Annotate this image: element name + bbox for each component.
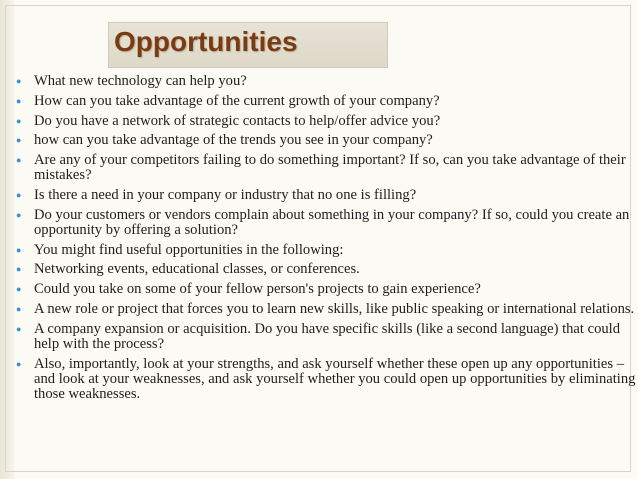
bullet-dot-icon: ●: [16, 358, 22, 369]
bullet-text: Could you take on some of your fellow person's projects to gain experience?: [34, 281, 481, 298]
bullet-item: [16, 302, 636, 317]
bullet-dot-icon: ●: [16, 323, 22, 334]
bullet-text: What new technology can help you?: [34, 73, 247, 89]
bullet-item: [16, 94, 636, 109]
bullet-text: A new role or project that forces you to learn new skills, like public speaking or international relations.: [34, 300, 635, 317]
bullet-dot-icon: ●: [16, 189, 22, 200]
bullet-text: Do your customers or vendors complain about something in your company? If so, could you create an opportunity by offering a solution?: [34, 206, 630, 238]
bullet-dot-icon: ●: [16, 284, 22, 295]
bullet-dot-icon: ●: [16, 115, 22, 126]
bullet-dot-icon: ●: [16, 95, 22, 106]
bullet-text: how can you take advantage of the trends you see in your company?: [34, 132, 433, 149]
bullet-item: [16, 153, 636, 183]
bullet-item: [16, 133, 636, 148]
bullet-list: [16, 74, 636, 406]
slide-title: Opportunities: [114, 26, 298, 57]
bullet-text: Also, importantly, look at your strengths, and ask yourself whether these open up any opportunities – and look at your weaknesses, and ask yourself whether you could open up opportunities by eliminating those weaknesses.: [34, 355, 636, 402]
bullet-item: [16, 243, 636, 258]
bullet-item: [16, 357, 636, 402]
bullet-dot-icon: ●: [16, 264, 22, 275]
bullet-item: [16, 282, 636, 297]
bullet-dot-icon: ●: [16, 303, 22, 314]
bullet-text: A company expansion or acquisition. Do you have specific skills (like a second language) that could help with the process?: [34, 320, 621, 352]
bullet-item: [16, 74, 636, 89]
bullet-item: [16, 114, 636, 129]
bullet-text: Do you have a network of strategic contacts to help/offer advice you?: [34, 112, 441, 129]
bullet-item: [16, 322, 636, 352]
bullet-dot-icon: ●: [16, 209, 22, 220]
bullet-dot-icon: ●: [16, 76, 22, 86]
bullet-dot-icon: ●: [16, 135, 22, 146]
bullet-text: You might find useful opportunities in the following:: [34, 241, 344, 258]
bullet-text: Are any of your competitors failing to do something important? If so, can you take advantage of their mistakes?: [34, 152, 626, 184]
bullet-item: [16, 188, 636, 203]
bullet-item: [16, 208, 636, 238]
bullet-item: [16, 262, 636, 277]
bullet-text: Networking events, educational classes, or conferences.: [34, 261, 360, 278]
bullet-text: How can you take advantage of the current growth of your company?: [34, 92, 440, 109]
bullet-text: Is there a need in your company or industry that no one is filling?: [34, 186, 417, 203]
bullet-dot-icon: ●: [16, 155, 22, 166]
bullet-dot-icon: ●: [16, 244, 22, 255]
